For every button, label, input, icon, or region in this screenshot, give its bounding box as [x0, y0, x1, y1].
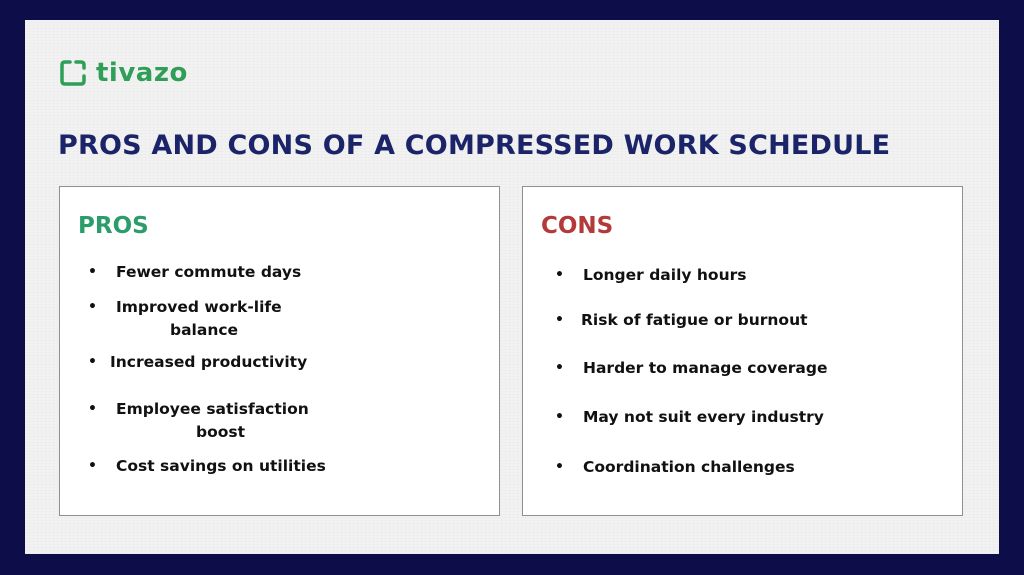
pros-list-item	[88, 455, 326, 478]
cons-item-text: Harder to manage coverage	[583, 359, 828, 377]
cons-list-item	[555, 456, 795, 479]
cons-list-item	[555, 406, 824, 429]
pros-item-text: Fewer commute days	[116, 263, 302, 281]
pros-heading: PROS	[78, 213, 149, 239]
bullet-icon: •	[88, 354, 97, 370]
bullet-icon: •	[88, 264, 97, 280]
bullet-icon: •	[555, 409, 564, 425]
cons-heading: CONS	[541, 213, 614, 239]
cons-list-item	[555, 264, 746, 287]
pros-item-text: Cost savings on utilities	[116, 457, 326, 475]
brand-logo	[58, 58, 188, 88]
cons-item-text: Longer daily hours	[583, 266, 747, 284]
tivazo-logo-icon	[58, 58, 88, 88]
bullet-icon: •	[88, 299, 97, 315]
bullet-icon: •	[555, 312, 564, 328]
pros-list-item	[88, 261, 301, 284]
bullet-icon: •	[555, 267, 564, 283]
pros-item-text-continued: boost	[196, 423, 246, 441]
cons-item-text: Risk of fatigue or burnout	[581, 311, 808, 329]
cons-item-text: Coordination challenges	[583, 458, 795, 476]
cons-list-item	[555, 357, 827, 380]
cons-item-text: May not suit every industry	[583, 408, 824, 426]
pros-item-text: Employee satisfaction	[116, 400, 309, 418]
pros-card	[59, 186, 500, 516]
pros-item-text-continued: balance	[170, 321, 239, 339]
pros-list-item	[88, 351, 307, 374]
page-title: PROS AND CONS OF A COMPRESSED WORK SCHEDULE	[58, 130, 891, 161]
cons-list-item	[555, 309, 808, 332]
bullet-icon: •	[555, 360, 564, 376]
bullet-icon: •	[88, 401, 97, 417]
slide-frame	[25, 20, 999, 554]
pros-item-text: Improved work-life	[116, 298, 282, 316]
pros-list-item	[88, 296, 298, 342]
pros-list-item	[88, 398, 338, 444]
pros-item-text: Increased productivity	[110, 353, 308, 371]
cons-card	[522, 186, 963, 516]
brand-name: tivazo	[96, 58, 188, 88]
bullet-icon: •	[88, 458, 97, 474]
bullet-icon: •	[555, 459, 564, 475]
